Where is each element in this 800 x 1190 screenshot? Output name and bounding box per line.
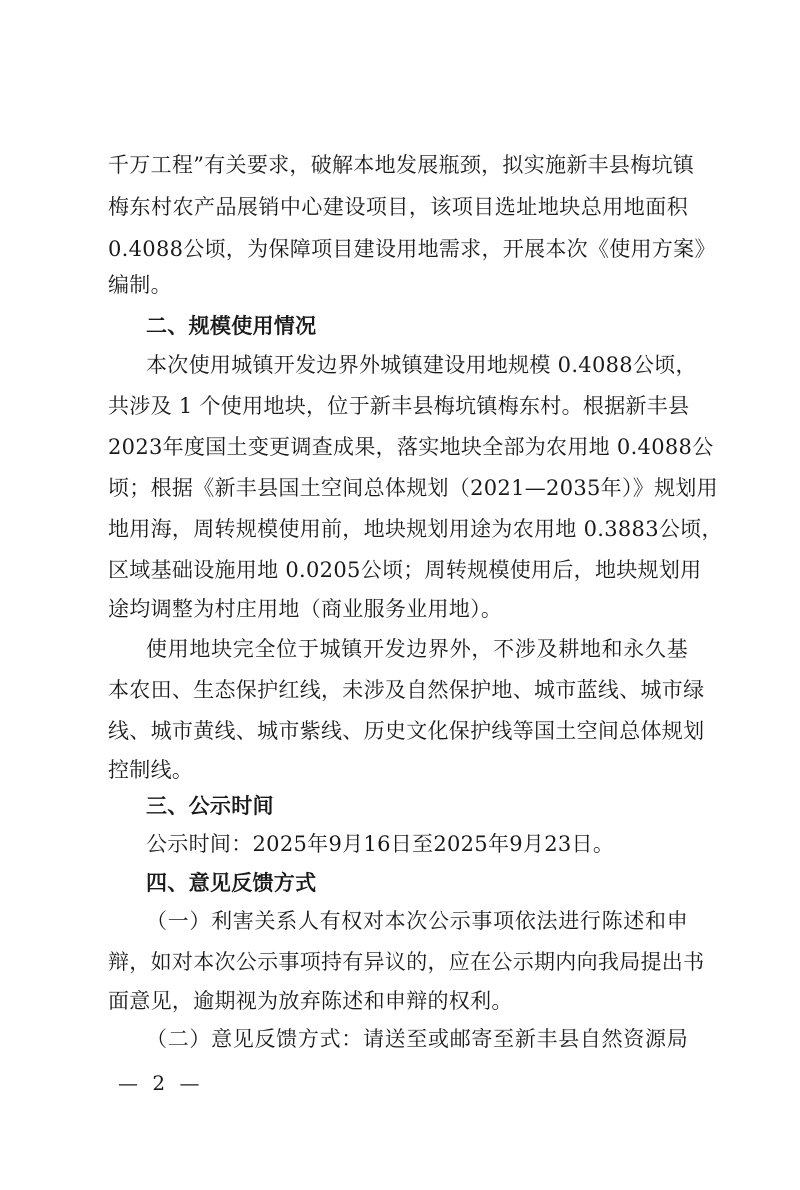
paragraph-line: 区域基础设施用地 0.0205公顷；周转规模使用后，地块规划用 [108, 558, 702, 582]
paragraph-line: 顷；根据《新丰县国土空间总体规划（2021—2035年）》规划用 [108, 476, 718, 500]
section-heading: 三、公示时间 [146, 794, 274, 818]
paragraph-line: 地用海，周转规模使用前，地块规划用途为农用地 0.3883公顷， [108, 517, 723, 541]
paragraph-line: 0.4088公顷，为保障项目建设用地需求，开展本次《使用方案》 [108, 237, 716, 261]
paragraph-line: 辩，如对本次公示事项持有异议的，应在公示期内向我局提出书 [108, 950, 705, 974]
page-number: — 2 — [118, 1071, 204, 1095]
paragraph-line: 途均调整为村庄用地（商业服务业用地）。 [108, 597, 503, 621]
section-heading: 二、规模使用情况 [146, 314, 317, 338]
paragraph-line: 面意见，逾期视为放弃陈述和申辩的权利。 [108, 989, 513, 1013]
paragraph-line: 千万工程”有关要求，破解本地发展瓶颈，拟实施新丰县梅坑镇 [108, 153, 695, 177]
paragraph-line: 线、城市黄线、城市紫线、历史文化保护线等国土空间总体规划 [108, 719, 705, 743]
paragraph-line: （二）意见反馈方式：请送至或邮寄至新丰县自然资源局 [146, 1027, 688, 1051]
paragraph-line: 本农田、生态保护红线，未涉及自然保护地、城市蓝线、城市绿 [108, 678, 705, 702]
paragraph-line: 控制线。 [108, 758, 194, 782]
paragraph-line: 共涉及 1 个使用地块，位于新丰县梅坑镇梅东村。根据新丰县 [108, 394, 690, 418]
paragraph-line: 使用地块完全位于城镇开发边界外，不涉及耕地和永久基 [146, 637, 688, 661]
paragraph-line: 公示时间：2025年9月16日至2025年9月23日。 [146, 832, 615, 856]
paragraph-line: 2023年度国土变更调查成果，落实地块全部为农用地 0.4088公 [108, 435, 714, 459]
paragraph-line: 编制。 [108, 273, 172, 297]
paragraph-line: 梅东村农产品展销中心建设项目，该项目选址地块总用地面积 [108, 195, 688, 219]
section-heading: 四、意见反馈方式 [146, 871, 317, 895]
paragraph-line: （一）利害关系人有权对本次公示事项依法进行陈述和申 [146, 909, 688, 933]
paragraph-line: 本次使用城镇开发边界外城镇建设用地规模 0.4088公顷， [146, 353, 697, 377]
